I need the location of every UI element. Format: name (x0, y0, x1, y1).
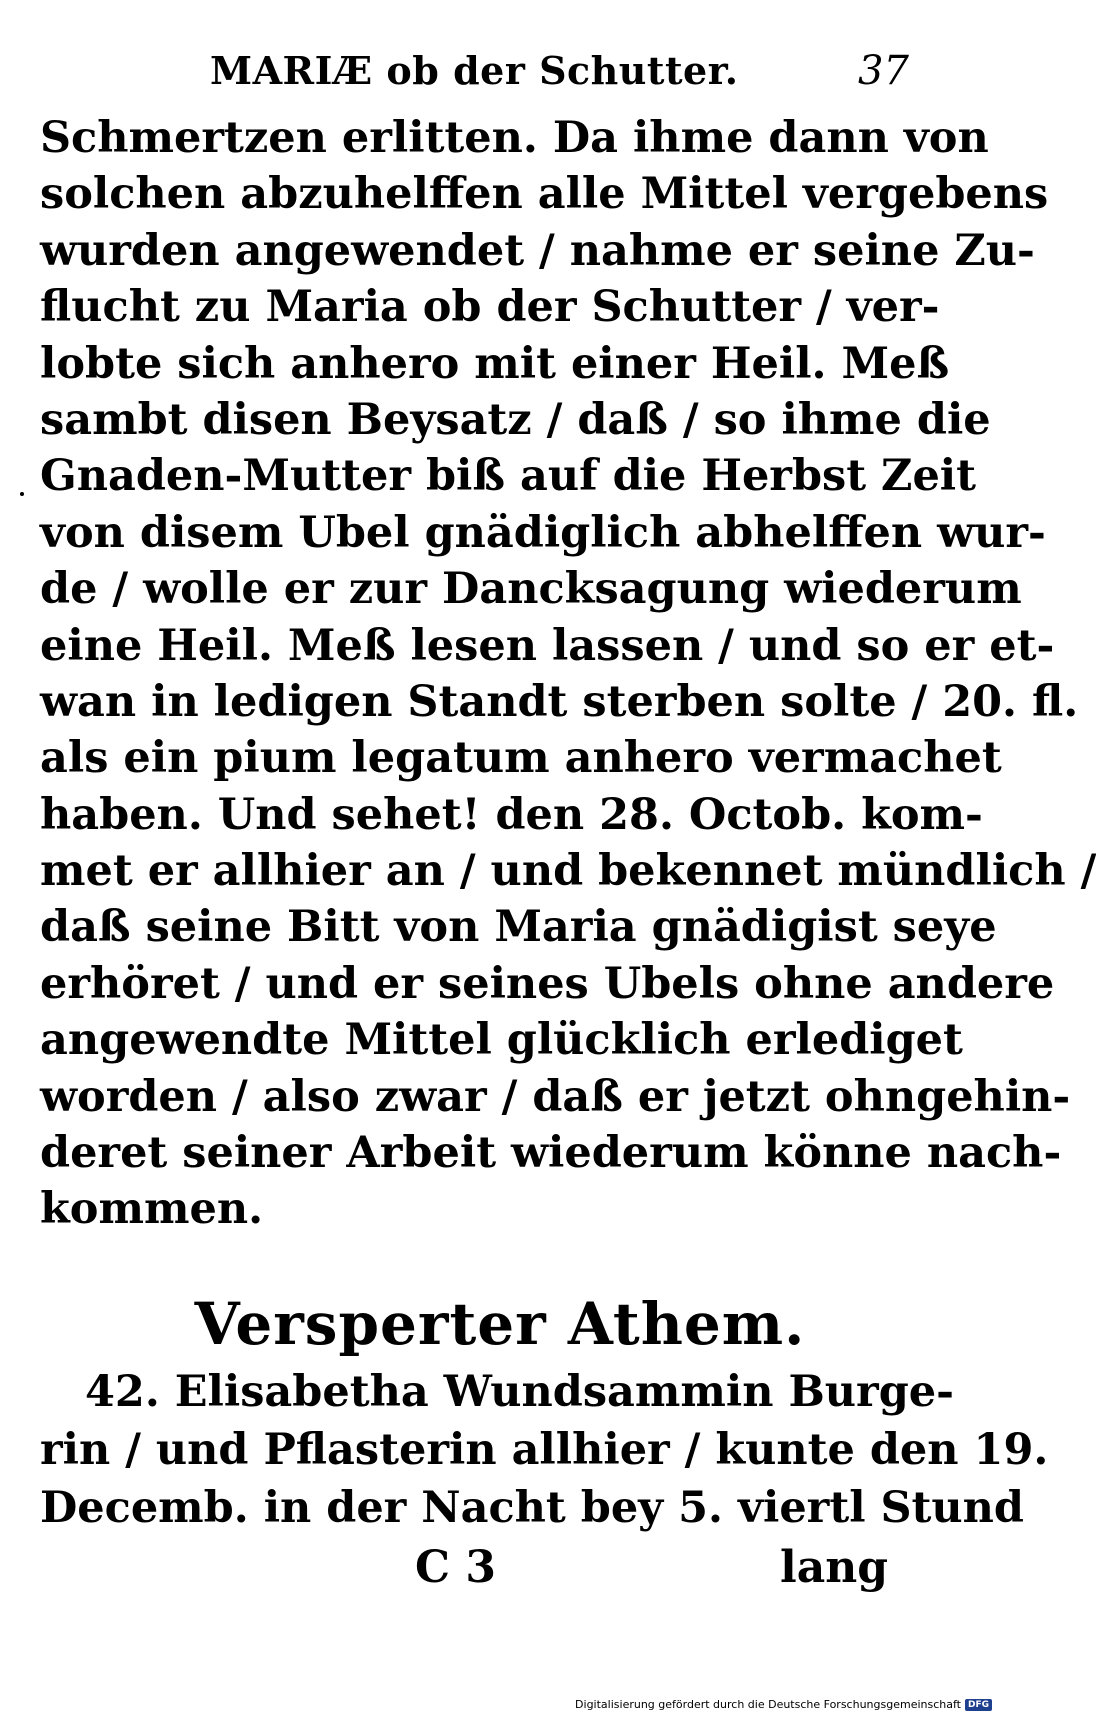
text-line: met er allhier an / und bekennet mündlich / (40, 846, 1096, 897)
section-heading: Versperter Athem. (194, 1290, 806, 1358)
text-line: haben. Und sehet! den 28. Octob. kom- (40, 789, 983, 840)
text-line: Gnaden-Mutter biß auf die Herbst Zeit (40, 451, 977, 502)
page-number: 37 (858, 48, 909, 94)
text-line: lobte sich anhero mit einer Heil. Meß (40, 338, 950, 389)
dfg-logo-icon: DFG (965, 1699, 992, 1711)
page-header (0, 48, 1000, 108)
digitization-credit (575, 1698, 992, 1711)
running-head: MARIÆ ob der Schutter. (210, 48, 739, 93)
text-line: wan in ledigen Standt sterben solte / 20. fl. (40, 676, 1079, 727)
text-line: angewendte Mittel glücklich erlediget (40, 1015, 963, 1066)
entry-line: rin / und Pflasterin allhier / kunte den 19. (40, 1425, 1049, 1475)
ink-speck (20, 492, 24, 496)
text-line: als ein pium legatum anhero vermachet (40, 733, 1002, 784)
entry-line: Decemb. in der Nacht bey 5. viertl Stund (40, 1483, 1025, 1533)
text-line: Schmertzen erlitten. Da ihme dann von (40, 113, 989, 163)
entry-text (40, 1363, 1049, 1537)
credit-text: Digitalisierung gefördert durch die Deutsche Forschungsgemeinschaft (575, 1698, 961, 1711)
text-line: deret seiner Arbeit wiederum könne nach- (40, 1128, 1062, 1179)
signature-mark: C 3 (415, 1542, 496, 1593)
entry-line: 42. Elisabetha Wundsammin Burge- (85, 1367, 954, 1417)
text-line: wurden angewendet / nahme er seine Zu- (40, 225, 1035, 276)
text-line: sambt disen Beysatz / daß / so ihme die (40, 394, 991, 445)
catchword: lang (780, 1542, 888, 1593)
text-line: von disem Ubel gnädiglich abhelffen wur- (40, 507, 1046, 558)
text-line: worden / also zwar / daß er jetzt ohngehin- (40, 1071, 1071, 1122)
page-footer (0, 1542, 1000, 1602)
text-line: solchen abzuhelffen alle Mittel vergebens (40, 169, 1049, 220)
text-line: kommen. (40, 1184, 264, 1235)
body-text (40, 110, 1096, 1238)
text-line: daß seine Bitt von Maria gnädigist seye (40, 902, 997, 953)
text-line: erhöret / und er seines Ubels ohne andere (40, 958, 1055, 1009)
text-line: de / wolle er zur Dancksagung wiederum (40, 564, 1022, 615)
text-line: eine Heil. Meß lesen lassen / und so er et- (40, 620, 1055, 671)
text-line: flucht zu Maria ob der Schutter / ver- (40, 282, 940, 333)
